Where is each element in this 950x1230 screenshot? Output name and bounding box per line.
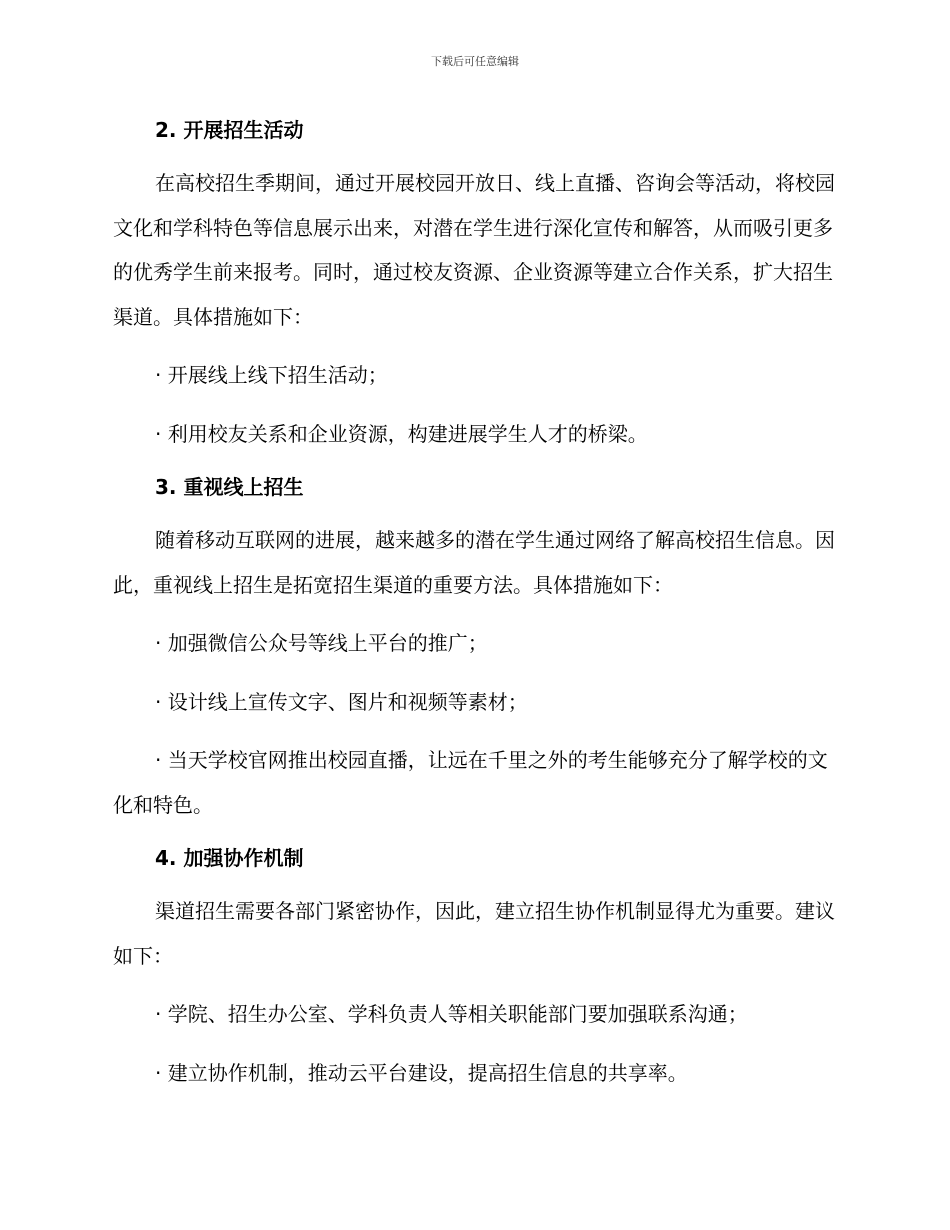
bullet-item: · 开展线上线下招生活动； — [155, 363, 388, 387]
section-2 — [113, 112, 835, 456]
section-heading: 2. 开展招生活动 — [155, 118, 304, 142]
section-heading: 4. 加强协作机制 — [155, 846, 304, 870]
bullet-item: · 建立协作机制，推动云平台建设，提高招生信息的共享率。 — [155, 1060, 688, 1085]
section-paragraph: 渠道招生需要各部门紧密协作，因此，建立招生协作机制显得尤为重要。建议如下： — [113, 899, 835, 968]
document-body — [113, 112, 835, 1095]
section-heading: 3. 重视线上招生 — [155, 475, 304, 499]
page-header-note: 下载后可任意编辑 — [431, 55, 519, 68]
bullet-item: · 利用校友关系和企业资源，构建进展学生人才的桥梁。 — [155, 421, 648, 446]
bullet-item: · 加强微信公众号等线上平台的推广； — [155, 631, 488, 655]
section-paragraph: 随着移动互联网的进展，越来越多的潜在学生通过网络了解高校招生信息。因此，重视线上招生是拓宽招生渠道的重要方法。具体措施如下： — [113, 528, 835, 597]
bullet-item: · 学院、招生办公室、学科负责人等相关职能部门要加强联系沟通； — [155, 1002, 748, 1026]
bullet-item: · 当天学校官网推出校园直播，让远在千里之外的考生能够充分了解学校的文化和特色。 — [113, 748, 828, 817]
section-paragraph: 在高校招生季期间，通过开展校园开放日、线上直播、咨询会等活动，将校园文化和学科特色等信息展示出来，对潜在学生进行深化宣传和解答，从而吸引更多的优秀学生前来报考。同时，通过校友资源、企业资源等建立合作关系，扩大招生渠道。具体措施如下： — [113, 171, 835, 329]
section-3 — [113, 469, 835, 827]
section-4 — [113, 840, 835, 1095]
bullet-item: · 设计线上宣传文字、图片和视频等素材； — [155, 689, 528, 714]
